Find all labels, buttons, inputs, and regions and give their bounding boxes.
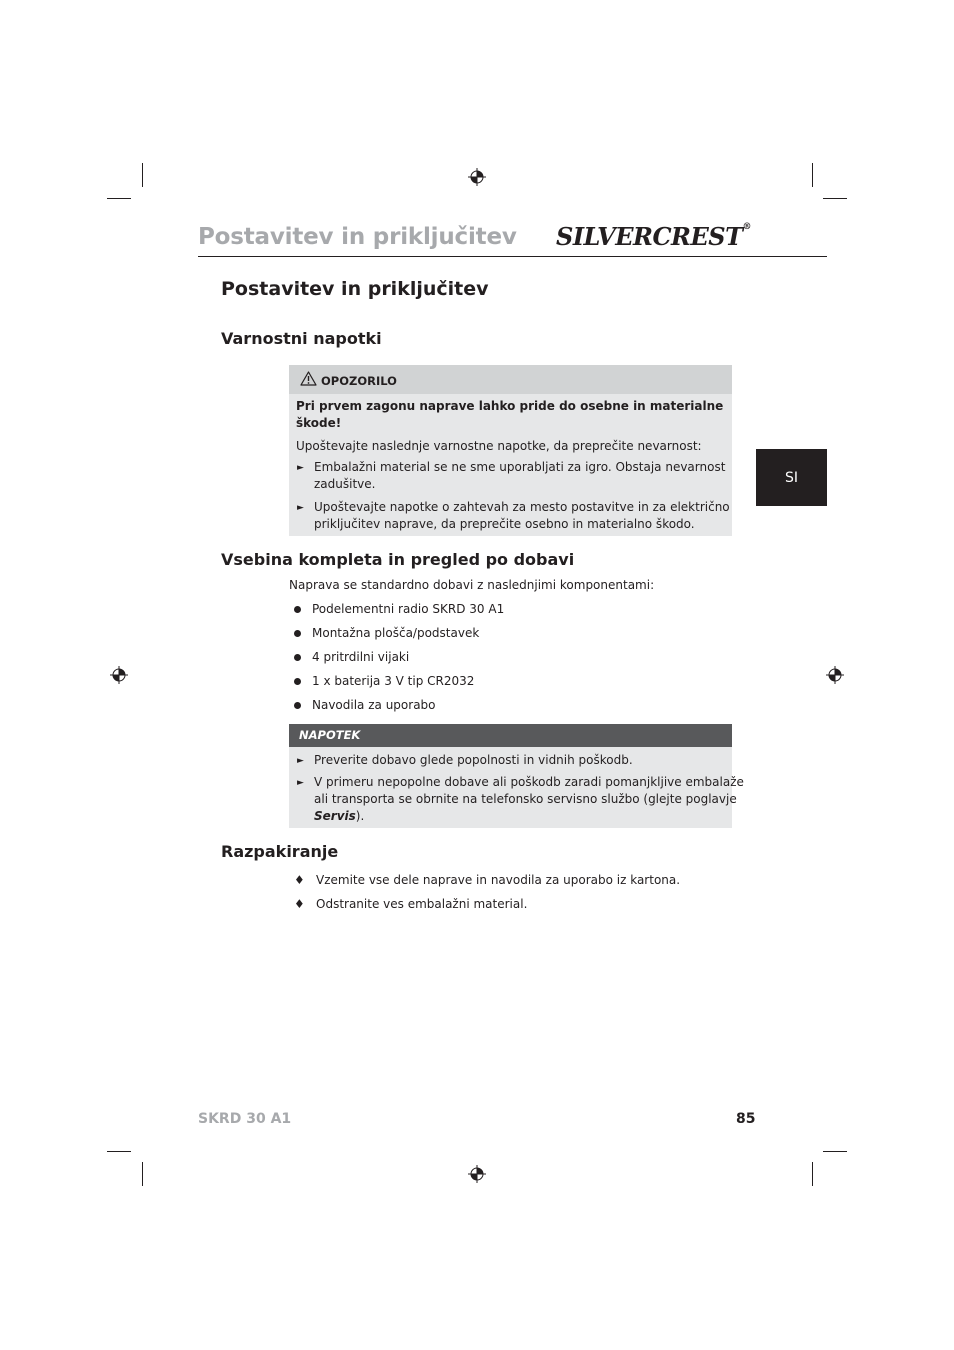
unpacking-item: Vzemite vse dele naprave in navodila za uporabo iz kartona. bbox=[316, 873, 681, 887]
list-item: 1 x baterija 3 V tip CR2032 bbox=[312, 674, 475, 688]
unpacking-item: Odstranite ves embalažni material. bbox=[316, 897, 528, 911]
note-item bbox=[314, 774, 744, 825]
note-item-line: V primeru nepopolne dobave ali poškodb zaradi pomanjkljive embalaže bbox=[314, 775, 744, 789]
language-tab bbox=[756, 449, 827, 506]
list-item: 4 pritrdilni vijaki bbox=[312, 650, 410, 664]
arrow-bullet-icon: ► bbox=[297, 463, 304, 473]
crop-mark bbox=[812, 1162, 813, 1186]
section-title: Postavitev in priključitev bbox=[221, 278, 489, 300]
servis-reference: Servis bbox=[314, 809, 356, 823]
brand-registered-mark: ® bbox=[742, 222, 751, 232]
page-number: 85 bbox=[736, 1111, 756, 1127]
crop-mark bbox=[812, 163, 813, 187]
arrow-bullet-icon: ► bbox=[297, 503, 304, 513]
footer-model: SKRD 30 A1 bbox=[198, 1111, 292, 1127]
crop-mark bbox=[823, 1151, 847, 1152]
list-item: Montažna plošča/podstavek bbox=[312, 626, 480, 640]
registration-mark-icon bbox=[468, 1165, 486, 1183]
diamond-bullet-icon: ♦ bbox=[294, 873, 305, 887]
header-title: Postavitev in priključitev bbox=[198, 224, 517, 250]
unpacking-heading: Razpakiranje bbox=[221, 842, 339, 861]
registration-mark-icon bbox=[110, 666, 128, 684]
warning-item bbox=[314, 499, 730, 533]
note-item-line: ali transporta se obrnite na telefonsko servisno službo (glejte poglavje bbox=[314, 792, 737, 806]
warning-item-line: Embalažni material se ne sme uporabljati za igro. Obstaja nevarnost bbox=[314, 460, 726, 474]
warning-item bbox=[314, 459, 725, 493]
brand-name: SILVERCREST bbox=[556, 222, 743, 251]
arrow-bullet-icon: ► bbox=[297, 756, 304, 766]
bullet-dot-icon bbox=[294, 606, 301, 613]
bullet-dot-icon bbox=[294, 654, 301, 661]
bullet-dot-icon bbox=[294, 630, 301, 637]
list-item: Navodila za uporabo bbox=[312, 698, 436, 712]
registration-mark-icon bbox=[826, 666, 844, 684]
warning-bold-line: škode! bbox=[296, 416, 342, 430]
warning-bold-text bbox=[296, 398, 723, 432]
warning-item-line: priključitev naprave, da preprečite osebno in materialno škodo. bbox=[314, 517, 695, 531]
bullet-dot-icon bbox=[294, 702, 301, 709]
warning-item-line: Upoštevajte napotke o zahtevah za mesto postavitve in za električno bbox=[314, 500, 730, 514]
note-item-end: ). bbox=[355, 809, 365, 823]
warning-bold-line: Pri prvem zagonu naprave lahko pride do osebne in materialne bbox=[296, 399, 724, 413]
list-item: Podelementni radio SKRD 30 A1 bbox=[312, 602, 505, 616]
bullet-dot-icon bbox=[294, 678, 301, 685]
diamond-bullet-icon: ♦ bbox=[294, 897, 305, 911]
crop-mark bbox=[142, 1162, 143, 1186]
crop-mark bbox=[107, 1151, 131, 1152]
registration-mark-icon bbox=[468, 168, 486, 186]
crop-mark bbox=[823, 198, 847, 199]
warning-triangle-icon bbox=[300, 371, 317, 386]
warning-label: OPOZORILO bbox=[321, 374, 397, 388]
note-item-line bbox=[314, 808, 744, 825]
warning-intro: Upoštevajte naslednje varnostne napotke, da preprečite nevarnost: bbox=[296, 439, 702, 453]
crop-mark bbox=[107, 198, 131, 199]
brand-logo bbox=[556, 222, 751, 251]
note-label: NAPOTEK bbox=[299, 728, 361, 742]
note-item: Preverite dobavo glede popolnosti in vidnih poškodb. bbox=[314, 753, 633, 767]
contents-heading: Vsebina kompleta in pregled po dobavi bbox=[221, 550, 575, 569]
contents-intro: Naprava se standardno dobavi z naslednjimi komponentami: bbox=[289, 578, 655, 592]
language-tab-label: SI bbox=[784, 469, 798, 486]
safety-heading: Varnostni napotki bbox=[221, 329, 382, 348]
arrow-bullet-icon: ► bbox=[297, 778, 304, 788]
header-divider bbox=[198, 256, 827, 257]
warning-item-line: zadušitve. bbox=[314, 477, 376, 491]
crop-mark bbox=[142, 163, 143, 187]
